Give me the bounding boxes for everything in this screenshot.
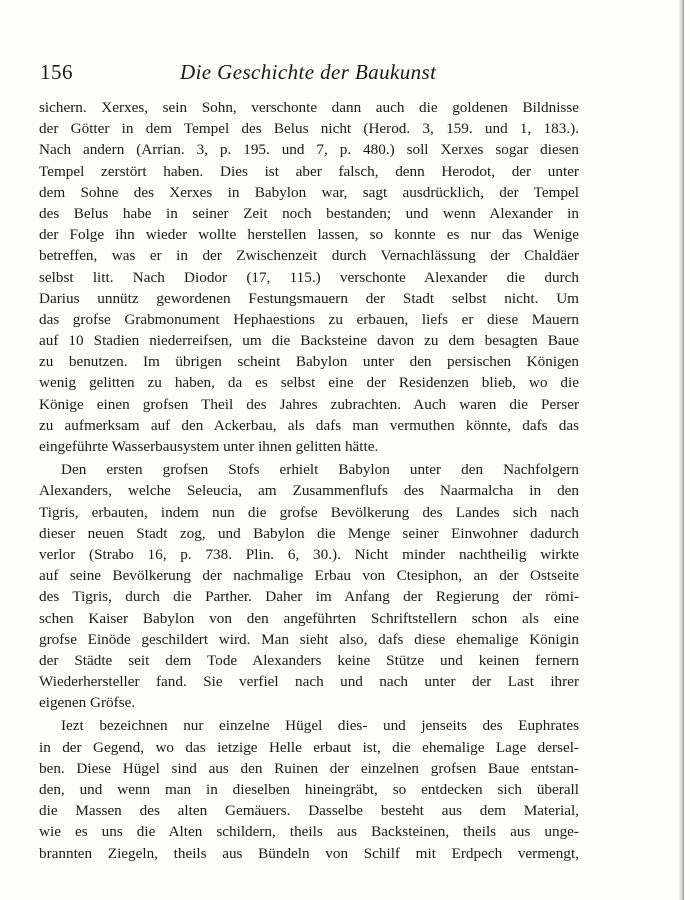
page-spine-shadow <box>678 0 684 900</box>
text-line: betreffen, was er in der Zwischenzeit durch Vernachlässung der Chaldäer <box>39 247 579 265</box>
body-text <box>39 97 579 864</box>
paragraph <box>39 459 579 713</box>
text-line: auf seine Bevölkerung der nachmalige Erbau von Ctesiphon, an der Ostseite <box>39 567 579 585</box>
text-line: zu aufmerksam auf den Ackerbau, als dafs man vermuthen könnte, dafs das <box>39 416 579 434</box>
text-line: den, und wenn man in dieselben hineingräbt, so entdecken sich überall <box>39 781 579 798</box>
text-line: grofse Einöde geschildert wird. Man sieht also, dafs diese ehemalige Königin <box>39 630 579 648</box>
text-line: der Städte seit dem Tode Alexanders keine Stütze und keinen fernern <box>39 651 579 669</box>
text-line: eigenen Gröfse. <box>39 694 136 712</box>
text-line: auf 10 Stadien niederreifsen, um die Backsteine davon zu dem besagten Baue <box>39 332 579 350</box>
text-line: die Massen des alten Gemäuers. Dasselbe besteht aus dem Material, <box>39 802 579 820</box>
text-line: Den ersten grofsen Stofs erhielt Babylon unter den Nachfolgern <box>61 461 579 479</box>
text-line: Tigris, erbauten, indem nun die grofse Bevölkerung des Landes sich nach <box>39 503 579 521</box>
text-line: Tempel zerstört haben. Dies ist aber falsch, denn Herodot, der unter <box>39 162 579 180</box>
text-line: sichern. Xerxes, sein Sohn, verschonte dann auch die goldenen Bildnisse <box>39 99 579 116</box>
text-line: wie es uns die Alten schildern, theils aus Backsteinen, theils aus unge- <box>39 823 579 841</box>
text-line: dieser neuen Stadt zog, und Babylon die Menge seiner Einwohner dadurch <box>39 524 579 542</box>
text-line: selbst litt. Nach Diodor (17, 115.) verschonte Alexander die durch <box>39 268 579 286</box>
text-line: in der Gegend, wo das ietzige Helle erbaut ist, die ehemalige Lage dersel- <box>39 738 579 756</box>
paragraph <box>39 97 579 457</box>
page-header <box>40 60 600 90</box>
text-line: ben. Diese Hügel sind aus den Ruinen der einzelnen grofsen Baue entstan- <box>39 759 579 777</box>
text-line: das grofse Grabmonument Hephaestions zu erbauen, liefs er diese Mauern <box>39 310 579 328</box>
text-line: dem Sohne des Xerxes in Babylon war, sagt ausdrücklich, der Tempel <box>39 183 579 201</box>
text-line: Wiederhersteller fand. Sie verfiel nach und nach unter der Last ihrer <box>39 673 579 691</box>
text-line: des Tigris, durch die Parther. Daher im Anfang der Regierung der römi- <box>39 588 579 606</box>
paragraph <box>39 715 579 863</box>
text-line: der Folge ihn wieder wollte herstellen lassen, so konnte es nur das Wenige <box>39 226 579 244</box>
text-line: des Belus habe in seiner Zeit noch bestanden; und wenn Alexander in <box>39 204 579 222</box>
page-number: 156 <box>40 60 73 84</box>
text-line: brannten Ziegeln, theils aus Bündeln von Schilf mit Erdpech vermengt, <box>39 844 579 862</box>
text-line: der Götter in dem Tempel des Belus nicht (Herod. 3, 159. und 1, 183.). <box>39 120 579 138</box>
running-title: Die Geschichte der Baukunst <box>180 60 437 84</box>
text-line: eingeführte Wasserbausystem unter ihnen gelitten hätte. <box>39 438 379 455</box>
text-line: schen Kaiser Babylon von den angeführten Schriftstellern schon als eine <box>39 609 579 627</box>
text-line: Iezt bezeichnen nur einzelne Hügel dies- und jenseits des Euphrates <box>61 717 579 735</box>
text-line: Könige einen grofsen Theil des Jahres zubrachten. Auch waren die Perser <box>39 395 579 413</box>
text-line: Darius unnütz gewordenen Festungsmauern der Stadt selbst nicht. Um <box>39 289 579 307</box>
text-line: Alexanders, welche Seleucia, am Zusammenflufs des Naarmalcha in den <box>39 482 579 500</box>
text-line: Nach andern (Arrian. 3, p. 195. und 7, p. 480.) soll Xerxes sogar diesen <box>39 141 579 159</box>
text-line: zu benutzen. Im übrigen scheint Babylon unter den persischen Königen <box>39 353 579 371</box>
text-line: wenig gelitten zu haben, da es selbst eine der Residenzen blieb, wo die <box>39 374 579 392</box>
text-line: verlor (Strabo 16, p. 738. Plin. 6, 30.). Nicht minder nachtheilig wirkte <box>39 545 579 563</box>
